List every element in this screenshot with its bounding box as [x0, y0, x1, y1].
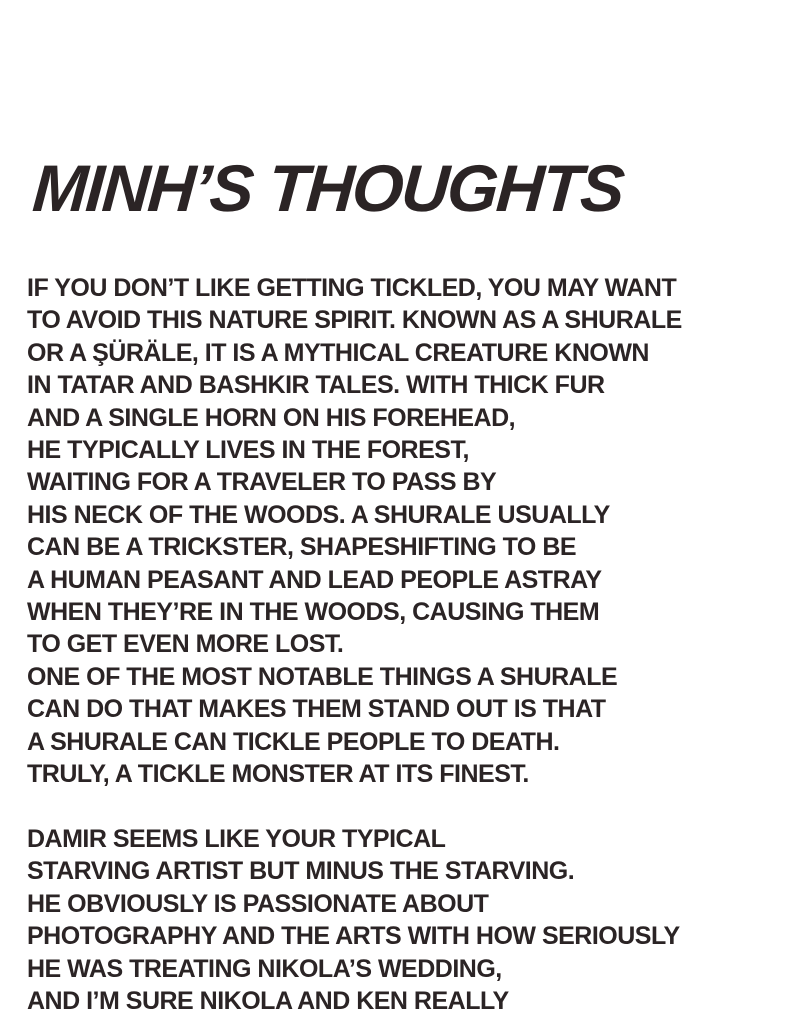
text-line: TRULY, A TICKLE MONSTER AT ITS FINEST.	[27, 760, 529, 789]
text-line: DAMIR SEEMS LIKE YOUR TYPICAL	[27, 824, 446, 853]
text-line: IF YOU DON’T LIKE GETTING TICKLED, YOU MAY WANT	[27, 274, 677, 302]
text-line: IN TATAR AND BASHKIR TALES. WITH THICK FUR	[27, 371, 605, 400]
text-line: ONE OF THE MOST NOTABLE THINGS A SHURALE	[27, 662, 618, 691]
text-line: STARVING ARTIST BUT MINUS THE STARVING.	[27, 857, 575, 886]
text-line: HE OBVIOUSLY IS PASSIONATE ABOUT	[27, 889, 489, 918]
text-line: WAITING FOR A TRAVELER TO PASS BY	[27, 468, 497, 497]
text-line: AND A SINGLE HORN ON HIS FOREHEAD,	[27, 403, 516, 432]
text-line: PHOTOGRAPHY AND THE ARTS WITH HOW SERIOUSLY	[27, 922, 680, 951]
text-line: A HUMAN PEASANT AND LEAD PEOPLE ASTRAY	[27, 565, 602, 594]
text-line: HIS NECK OF THE WOODS. A SHURALE USUALLY	[27, 500, 610, 529]
body-text	[27, 272, 790, 1017]
text-line: WHEN THEY’RE IN THE WOODS, CAUSING THEM	[27, 598, 600, 627]
text-line: HE TYPICALLY LIVES IN THE FOREST,	[27, 436, 469, 465]
text-line: OR A ŞÜRÄLE, IT IS A MYTHICAL CREATURE KNOWN	[27, 338, 649, 367]
text-line: TO AVOID THIS NATURE SPIRIT. KNOWN AS A SHURALE	[27, 306, 682, 335]
paragraph-damir	[27, 823, 790, 1017]
text-line: HE WAS TREATING NIKOLA’S WEDDING,	[27, 954, 502, 983]
paragraph-shurale	[27, 272, 790, 791]
text-line: CAN DO THAT MAKES THEM STAND OUT IS THAT	[27, 695, 606, 724]
text-line: TO GET EVEN MORE LOST.	[27, 630, 344, 659]
text-line: A SHURALE CAN TICKLE PEOPLE TO DEATH.	[27, 727, 560, 756]
page-title: MINH’S THOUGHTS	[30, 151, 626, 225]
text-line: AND I’M SURE NIKOLA AND KEN REALLY	[27, 986, 509, 1015]
text-line: CAN BE A TRICKSTER, SHAPESHIFTING TO BE	[27, 533, 577, 562]
